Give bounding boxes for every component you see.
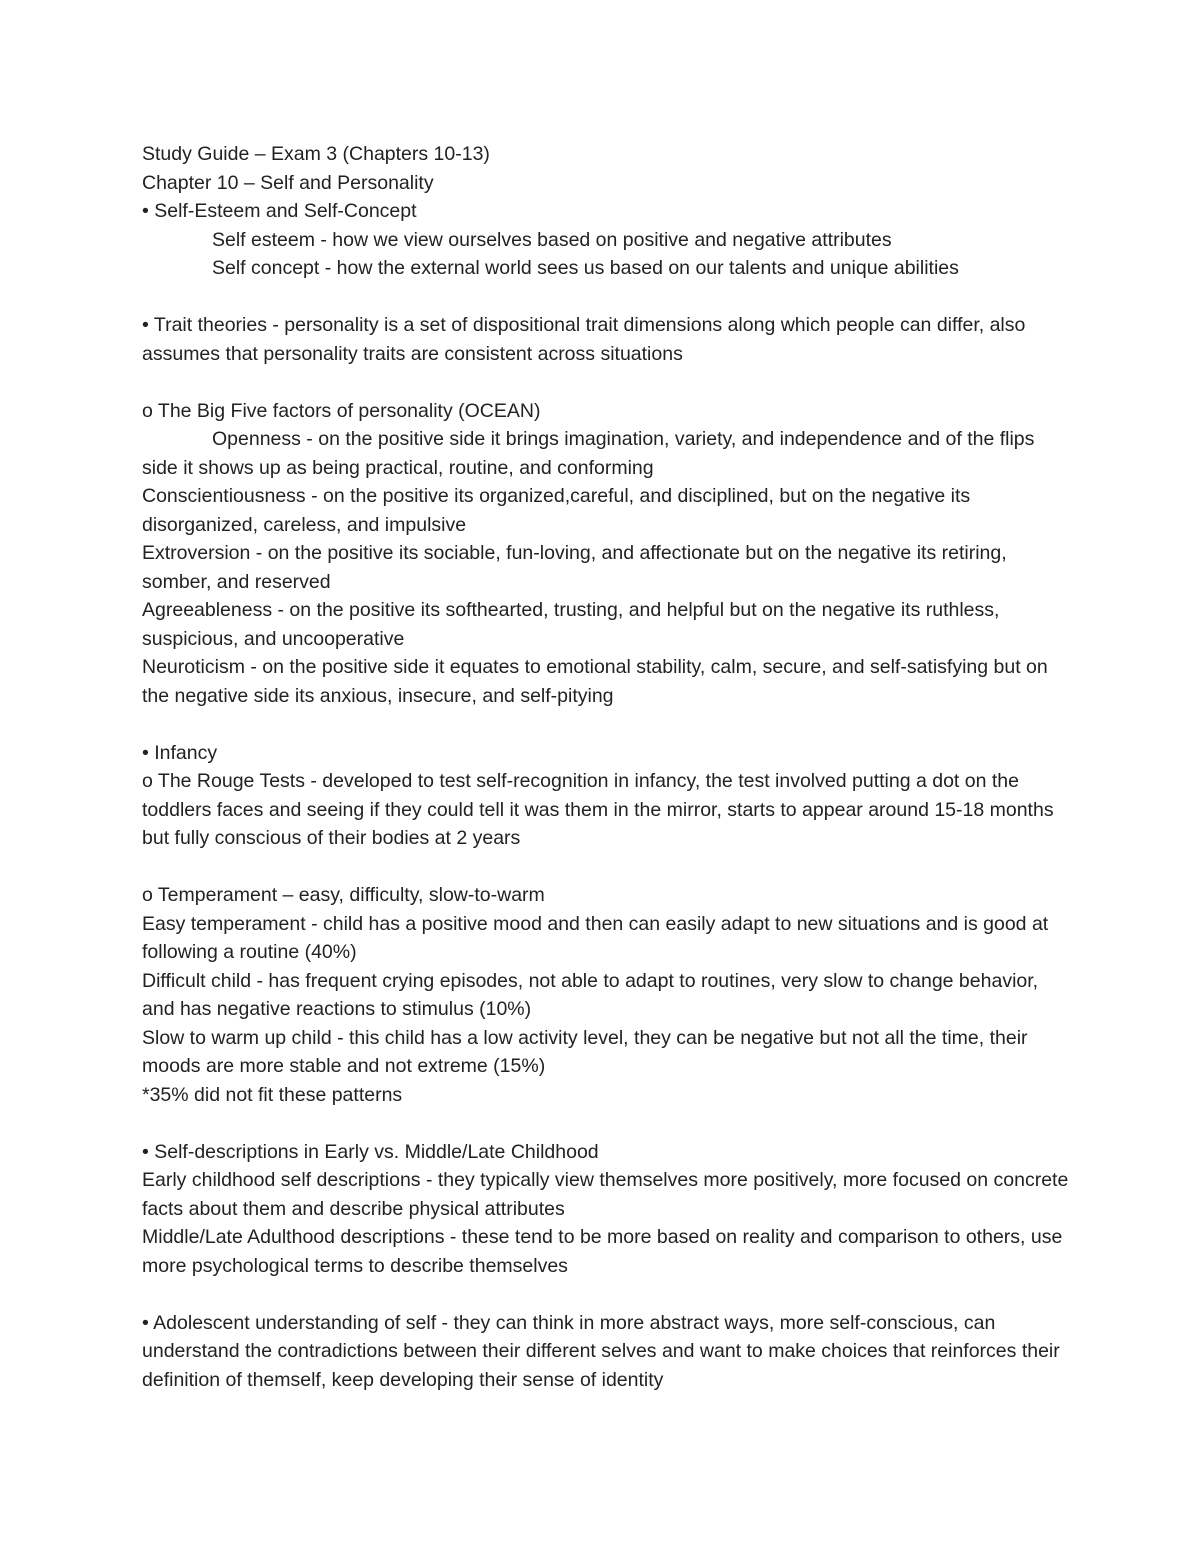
adolescent-self-paragraph: • Adolescent understanding of self - they can think in more abstract ways, more self-conscious, can understand the contradictions between their different selves and want to make choices that reinforces their definition of themself, keep developing their sense of identity [142, 1311, 1060, 1391]
temperament-heading: o Temperament – easy, difficulty, slow-to-warm [142, 884, 545, 906]
extroversion-definition: Extroversion - on the positive its sociable, fun-loving, and affectionate but on the negative its retiring, somber, and reserved [142, 542, 1007, 593]
middle-late-descriptions: Middle/Late Adulthood descriptions - these tend to be more based on reality and comparison to others, use more psychological terms to describe themselves [142, 1226, 1063, 1277]
document-body [142, 140, 1072, 1394]
spacer [142, 853, 1072, 882]
chapter-heading: Chapter 10 – Self and Personality [142, 171, 434, 194]
agreeableness-definition: Agreeableness - on the positive its softhearted, trusting, and helpful but on the negative its ruthless, suspicious, and uncooperative [142, 599, 1000, 650]
conscientiousness-definition: Conscientiousness - on the positive its organized,careful, and disciplined, but on the negative its disorganized, careless, and impulsive [142, 485, 971, 536]
self-concept-definition: Self concept - how the external world sees us based on our talents and unique abilities [212, 257, 959, 279]
easy-temperament-definition: Easy temperament - child has a positive mood and then can easily adapt to new situations and is good at following a routine (40%) [142, 912, 1049, 963]
spacer [142, 710, 1072, 739]
temperament-note: *35% did not fit these patterns [142, 1083, 403, 1106]
spacer [142, 1280, 1072, 1309]
spacer [142, 368, 1072, 397]
slow-to-warm-definition: Slow to warm up child - this child has a low activity level, they can be negative but not all the time, their moods are more stable and not extreme (15%) [142, 1026, 1028, 1077]
document-title: Study Guide – Exam 3 (Chapters 10-13) [142, 143, 490, 165]
infancy-heading: • Infancy [142, 741, 218, 764]
trait-theories-paragraph: • Trait theories - personality is a set of dispositional trait dimensions along which people can differ, also assumes that personality traits are consistent across situations [142, 314, 1026, 365]
self-esteem-heading: • Self-Esteem and Self-Concept [142, 200, 417, 222]
spacer [142, 283, 1072, 312]
difficult-child-definition: Difficult child - has frequent crying episodes, not able to adapt to routines, very slow to change behavior, and has negative reactions to stimulus (10%) [142, 969, 1039, 1020]
openness-definition: Openness - on the positive side it brings imagination, variety, and independence and of the flips side it shows up as being practical, routine, and conforming [142, 428, 1035, 479]
spacer [142, 1109, 1072, 1138]
neuroticism-definition: Neuroticism - on the positive side it equates to emotional stability, calm, secure, and self-satisfying but on the negative side its anxious, insecure, and self-pitying [142, 656, 1048, 707]
early-childhood-descriptions: Early childhood self descriptions - they typically view themselves more positively, more focused on concrete facts about them and describe physical attributes [142, 1169, 1069, 1220]
rouge-tests-paragraph: o The Rouge Tests - developed to test self-recognition in infancy, the test involved putting a dot on the toddlers faces and seeing if they could tell it was them in the mirror, starts to appear around 15-18 months but fully conscious of their bodies at 2 years [142, 770, 1054, 849]
self-esteem-definition: Self esteem - how we view ourselves based on positive and negative attributes [212, 228, 892, 251]
big-five-heading: o The Big Five factors of personality (OCEAN) [142, 399, 541, 422]
self-descriptions-heading: • Self-descriptions in Early vs. Middle/Late Childhood [142, 1140, 599, 1163]
